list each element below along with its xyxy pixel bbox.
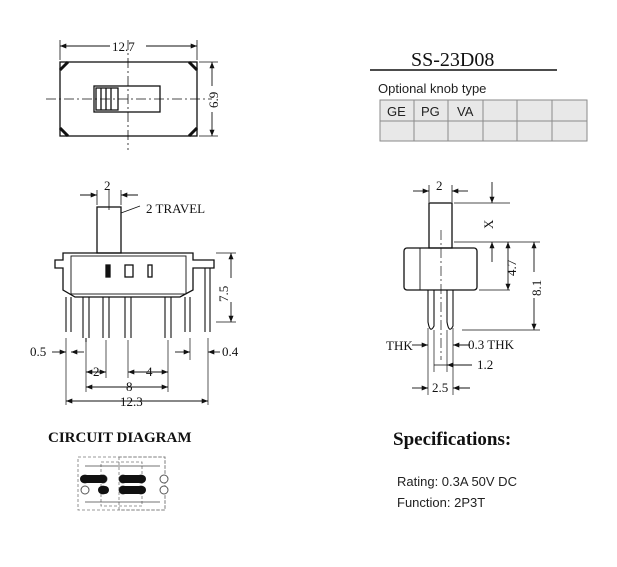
side-view (404, 182, 540, 395)
top-width-label: 12.7 (112, 39, 135, 54)
switch-contact-bar (98, 486, 109, 494)
side-body-height-label: 4.7 (504, 259, 519, 276)
front-housing (55, 253, 214, 297)
pin-span-label: 8 (126, 379, 133, 394)
pin-spacing-label: 2.5 (432, 380, 449, 395)
side-knob-width-label: 2 (436, 178, 443, 193)
front-stroke-label: 2 (104, 178, 111, 193)
knob-option-va: VA (457, 104, 474, 119)
thk-right-label: 0.3 THK (468, 337, 514, 352)
travel-label: 2 TRAVEL (146, 201, 206, 216)
thk-left-label: THK (386, 338, 413, 353)
switch-contact-bar (119, 486, 146, 494)
part-number: SS-23D08 (411, 49, 495, 71)
top-height-label: 6.9 (206, 91, 221, 108)
front-height-label: 7.5 (216, 285, 231, 302)
top-view (46, 40, 218, 150)
left-offset-label: 0.5 (30, 344, 47, 359)
circuit-diagram (78, 457, 168, 510)
side-total-height-label: 8.1 (529, 279, 544, 296)
side-housing (404, 248, 477, 290)
overall-label: 12.3 (120, 394, 143, 409)
knob-table-title: Optional knob type (378, 81, 487, 96)
front-knob (97, 207, 121, 253)
knob-option-pg: PG (421, 104, 440, 119)
switch-contact-bar (119, 475, 146, 483)
right-offset-label: 0.4 (222, 344, 239, 359)
specifications-title: Specifications: (393, 429, 512, 450)
front-view (52, 190, 236, 405)
side-knob (429, 203, 452, 248)
pitch-b-label: 4 (146, 364, 153, 379)
pitch-a-label: 2 (93, 364, 100, 379)
spec-rating: Rating: 0.3A 50V DC (397, 474, 517, 489)
side-knob-height-label: X (481, 219, 496, 229)
switch-contact-bar (80, 475, 107, 483)
spec-function: Function: 2P3T (397, 495, 486, 510)
circuit-title: CIRCUIT DIAGRAM (48, 430, 192, 446)
knob-option-ge: GE (387, 104, 406, 119)
pin-width-label: 1.2 (477, 357, 494, 372)
